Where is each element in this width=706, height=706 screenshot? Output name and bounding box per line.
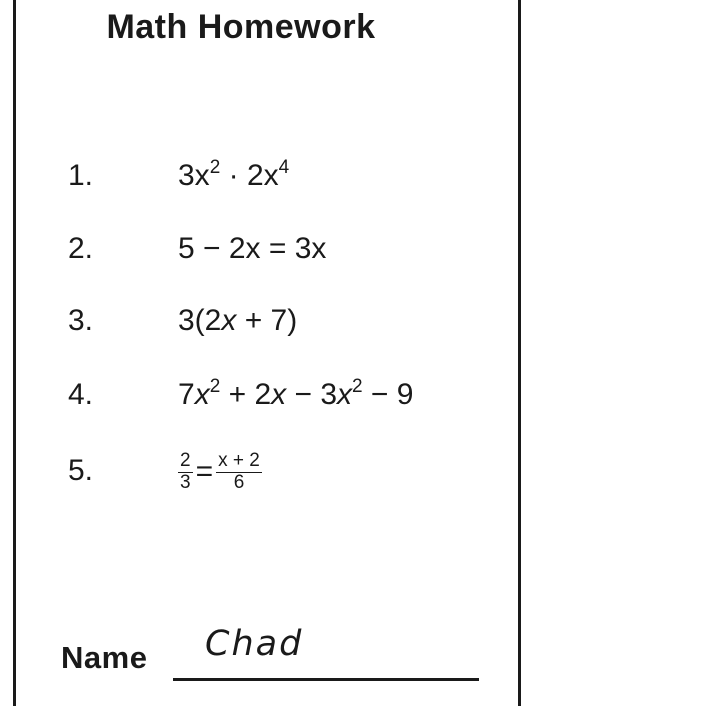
problem-number: 4.: [68, 378, 94, 411]
term: 3x: [178, 159, 210, 192]
denominator: 6: [233, 472, 245, 494]
problem-expression: [178, 156, 289, 196]
denominator: 3: [180, 472, 191, 494]
problem-expression: [178, 301, 297, 341]
problem-expression: 5 − 2x = 3x: [178, 232, 327, 265]
problem-number: 1.: [68, 159, 94, 192]
exponent: 4: [278, 157, 290, 178]
worksheet-page: [13, 0, 521, 706]
numerator: x + 2: [218, 450, 260, 472]
multiply-dot: ·: [228, 159, 239, 192]
fraction-right: [216, 451, 262, 493]
fraction-left: [178, 451, 193, 493]
exponent: 2: [209, 376, 221, 397]
variable: x: [337, 378, 353, 411]
term: + 2: [220, 378, 272, 411]
name-label: Name: [61, 640, 148, 675]
worksheet-title: Math Homework: [106, 8, 376, 46]
name-field-value[interactable]: Chad: [205, 624, 304, 664]
term: 7: [178, 378, 195, 411]
problem-number: 3.: [68, 304, 94, 337]
term: + 7): [236, 304, 298, 337]
exponent: 2: [352, 376, 363, 397]
exponent: 2: [209, 157, 221, 178]
problem-number: 2.: [68, 232, 94, 265]
term: − 3: [286, 378, 338, 411]
term: 3(2: [178, 304, 222, 337]
problem-expression: [178, 448, 262, 495]
problem-number: 5.: [68, 454, 94, 487]
term: 2x: [246, 159, 279, 192]
problem-expression: [178, 375, 413, 415]
numerator: 2: [180, 450, 191, 472]
variable: x: [271, 378, 287, 411]
equals-sign: =: [195, 455, 214, 489]
variable: x: [221, 304, 237, 337]
variable: x: [194, 378, 210, 411]
term: − 9: [362, 378, 414, 411]
name-underline: [173, 678, 479, 681]
